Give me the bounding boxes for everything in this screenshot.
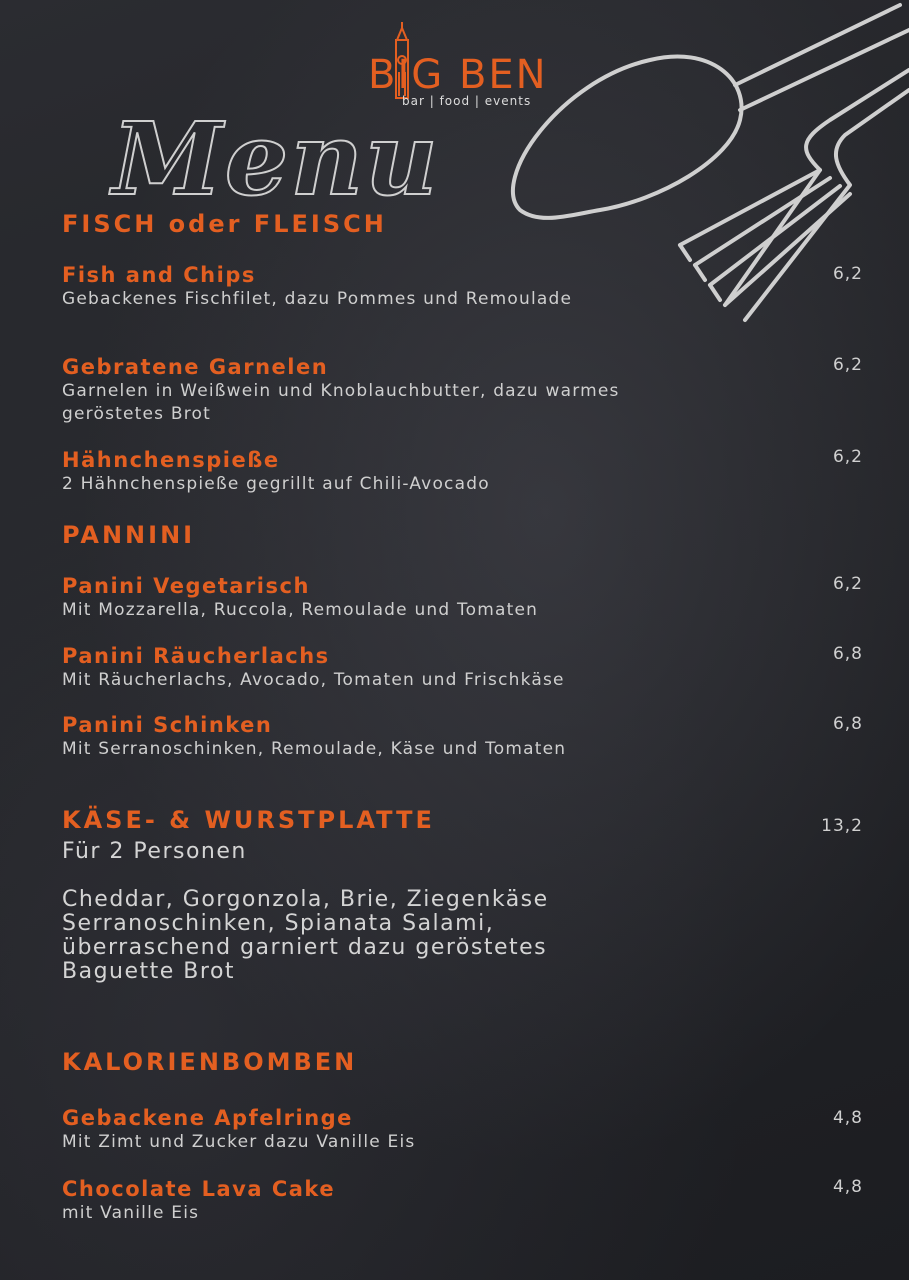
- platte-description: Cheddar, Gorgonzola, Brie, Ziegenkäse Serranoschinken, Spianata Salami, überraschend garniert dazu geröstetes Baguette Brot: [62, 887, 549, 984]
- item-description: Garnelen in Weißwein und Knoblauchbutter, dazu warmes geröstetes Brot: [62, 381, 620, 424]
- item-name: Hähnchenspieße: [62, 448, 280, 472]
- menu-item: [62, 712, 862, 761]
- item-description: Mit Räucherlachs, Avocado, Tomaten und Frischkäse: [62, 670, 565, 690]
- item-name: Fish and Chips: [62, 263, 256, 287]
- item-name: Gebackene Apfelringe: [62, 1106, 353, 1130]
- item-name: Panini Vegetarisch: [62, 574, 310, 598]
- menu-item: [62, 262, 862, 311]
- item-description: Mit Mozzarella, Ruccola, Remoulade und Tomaten: [62, 600, 539, 620]
- item-price: 6,2: [832, 447, 863, 467]
- menu-title: Menu: [112, 100, 440, 218]
- item-price: 4,8: [832, 1177, 863, 1197]
- item-price: 6,2: [832, 574, 863, 594]
- item-description: 2 Hähnchenspieße gegrillt auf Chili-Avocado: [62, 474, 490, 494]
- menu-item: [62, 643, 862, 692]
- item-description: Mit Zimt und Zucker dazu Vanille Eis: [62, 1132, 416, 1152]
- item-price: 6,8: [832, 714, 863, 734]
- menu-item: [62, 354, 862, 426]
- item-price: 6,8: [832, 644, 863, 664]
- item-price: 6,2: [832, 264, 863, 284]
- logo-name: BIG BEN: [368, 52, 548, 98]
- section-title-platte: KÄSE- & WURSTPLATTE: [62, 806, 435, 834]
- item-name: Panini Räucherlachs: [62, 644, 330, 668]
- menu-item: [62, 1176, 862, 1225]
- item-price: 6,2: [832, 355, 863, 375]
- section-title-panini: PANNINI: [62, 521, 196, 549]
- menu-item: [62, 573, 862, 622]
- platte-subtitle: Für 2 Personen: [62, 839, 247, 864]
- section-title-kalorien: KALORIENBOMBEN: [62, 1048, 358, 1076]
- item-name: Chocolate Lava Cake: [62, 1177, 336, 1201]
- item-description: mit Vanille Eis: [62, 1203, 200, 1223]
- item-price: 4,8: [832, 1108, 863, 1128]
- item-description: Gebackenes Fischfilet, dazu Pommes und Remoulade: [62, 289, 573, 309]
- section-title-fisch: FISCH oder FLEISCH: [62, 210, 387, 238]
- menu-item: [62, 447, 862, 496]
- item-description: Mit Serranoschinken, Remoulade, Käse und Tomaten: [62, 739, 567, 759]
- logo-tagline: bar | food | events: [402, 94, 532, 108]
- item-price: 13,2: [821, 816, 863, 836]
- menu-item: [62, 1105, 862, 1154]
- item-name: Gebratene Garnelen: [62, 355, 329, 379]
- item-name: Panini Schinken: [62, 713, 273, 737]
